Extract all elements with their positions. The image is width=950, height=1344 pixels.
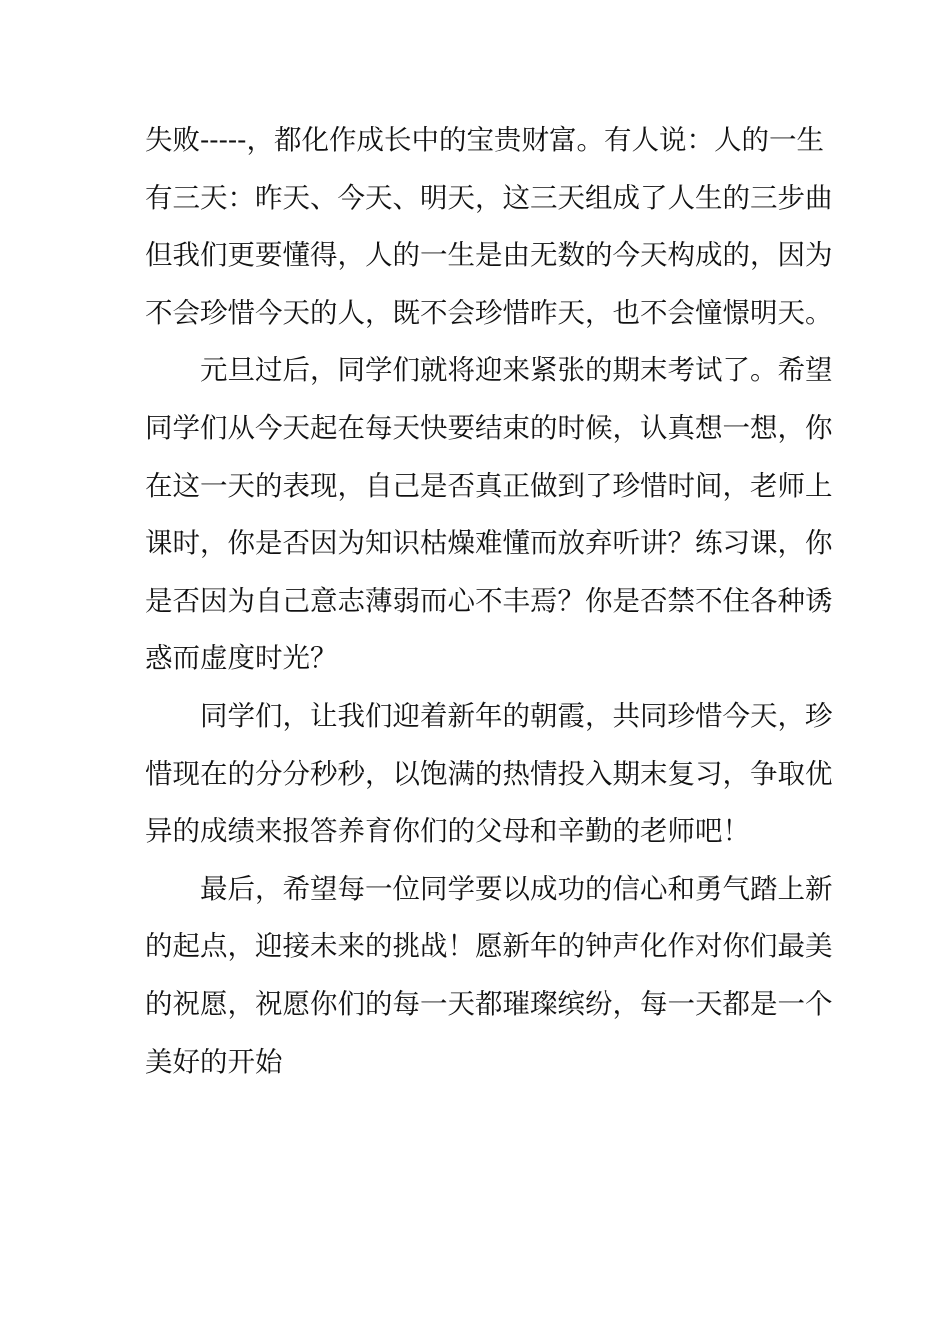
text-line: 是否因为自己意志薄弱而心不丰焉？你是否禁不住各种诱: [145, 584, 833, 617]
text-line: 不会珍惜今天的人，既不会珍惜昨天，也不会憧憬明天。: [145, 296, 833, 329]
text-line: 在这一天的表现，自己是否真正做到了珍惜时间，老师上: [145, 469, 833, 502]
text-line: 异的成绩来报答养育你们的父母和辛勤的老师吧！: [145, 815, 750, 848]
text-line: 元旦过后，同学们就将迎来紧张的期末考试了。希望: [200, 354, 833, 387]
text-line: 最后，希望每一位同学要以成功的信心和勇气踏上新: [200, 872, 833, 905]
paragraph-1: [145, 112, 833, 342]
paragraph-3: [145, 688, 833, 861]
paragraph-4: [145, 861, 833, 1091]
text-line: 同学们从今天起在每天快要结束的时候，认真想一想，你: [145, 411, 833, 444]
document-page: [145, 112, 833, 1091]
text-line: 有三天：昨天、今天、明天，这三天组成了人生的三步曲: [145, 181, 833, 214]
text-line: 的起点，迎接未来的挑战！愿新年的钟声化作对你们最美: [145, 930, 833, 963]
text-line: 课时，你是否因为知识枯燥难懂而放弃听讲？练习课，你: [145, 527, 833, 560]
text-line: 美好的开始: [145, 1045, 283, 1078]
text-line: 惜现在的分分秒秒，以饱满的热情投入期末复习，争取优: [145, 757, 833, 790]
text-line: 的祝愿，祝愿你们的每一天都璀璨缤纷，每一天都是一个: [145, 987, 833, 1020]
text-line: 失败-----，都化作成长中的宝贵财富。有人说：人的一生: [145, 124, 824, 156]
text-line: 但我们更要懂得，人的一生是由无数的今天构成的，因为: [145, 239, 833, 272]
text-line: 同学们，让我们迎着新年的朝霞，共同珍惜今天，珍: [200, 699, 833, 732]
paragraph-2: [145, 342, 833, 688]
text-line: 惑而虚度时光？: [145, 642, 338, 675]
